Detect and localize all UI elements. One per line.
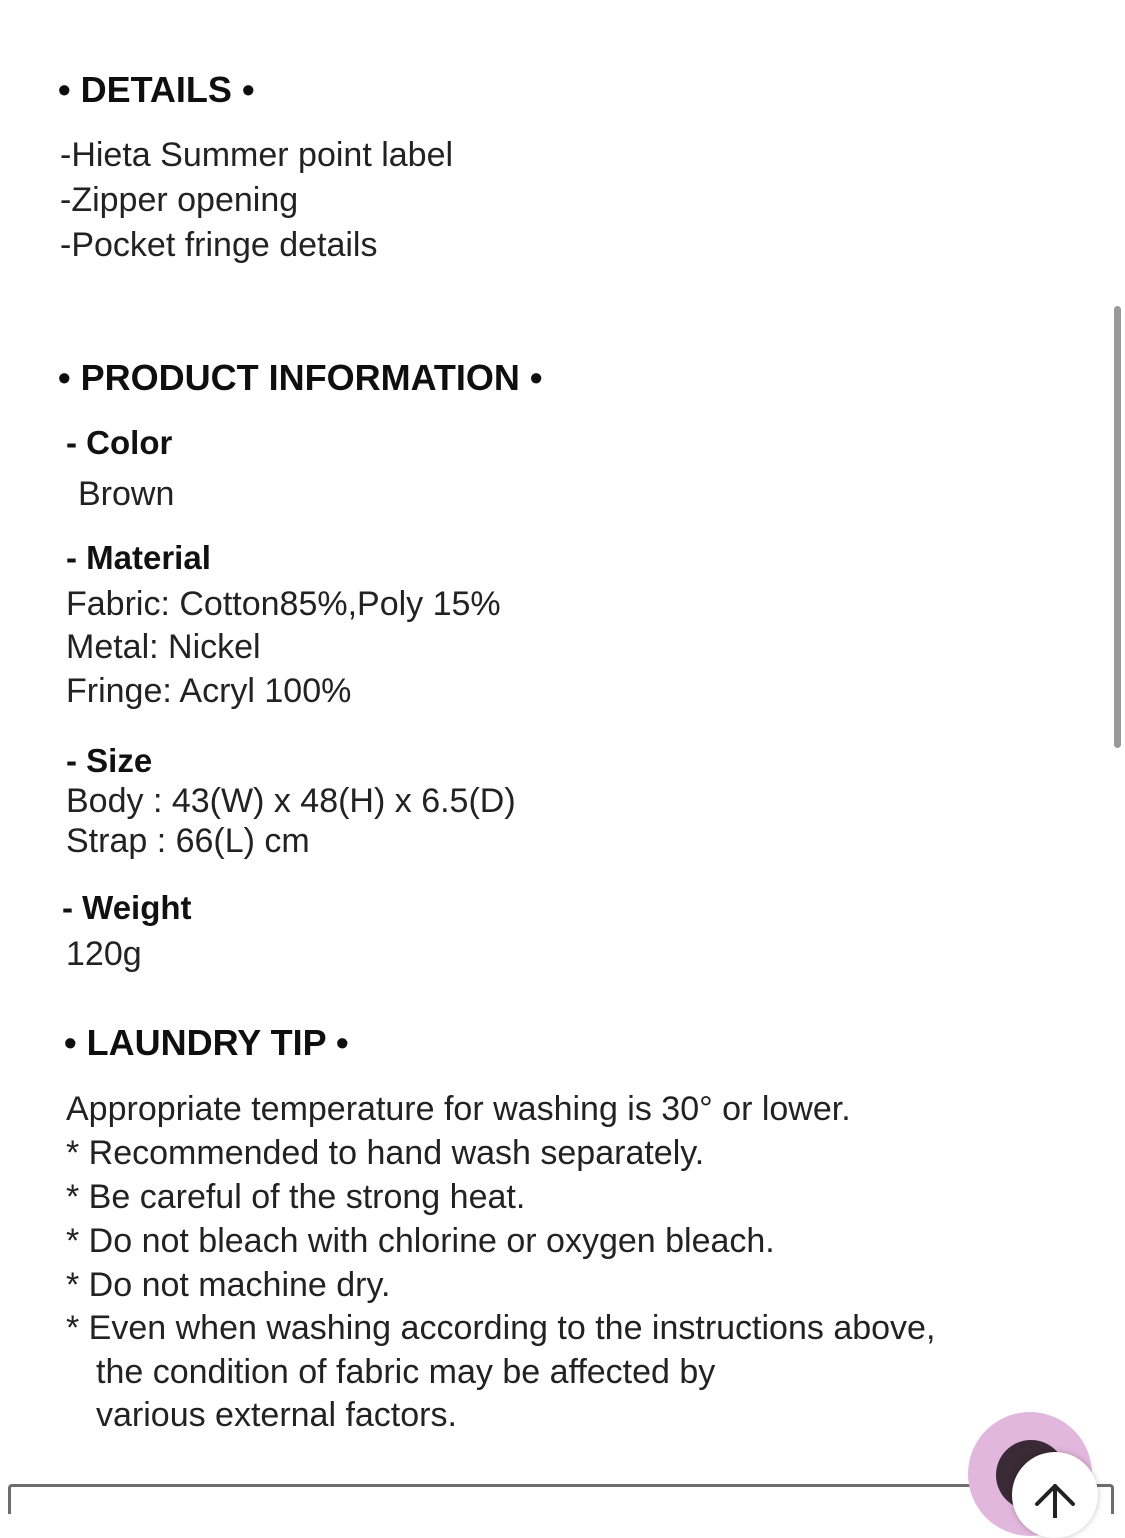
size-line: Body : 43(W) x 48(H) x 6.5(D) <box>66 782 516 820</box>
details-item: -Hieta Summer point label <box>60 136 454 174</box>
weight-label: - Weight <box>62 889 192 926</box>
material-line: Metal: Nickel <box>66 628 261 666</box>
details-item: -Zipper opening <box>60 181 299 219</box>
laundry-line: Appropriate temperature for washing is 30° or lower. <box>66 1090 851 1128</box>
size-label: - Size <box>66 742 153 779</box>
scrollbar-thumb[interactable] <box>1114 306 1121 748</box>
material-line: Fabric: Cotton85%,Poly 15% <box>66 585 501 623</box>
weight-value: 120g <box>66 935 142 973</box>
material-line: Fringe: Acryl 100% <box>66 672 352 710</box>
bottom-bar <box>8 1484 1114 1514</box>
laundry-tip-heading: • LAUNDRY TIP • <box>64 1022 349 1063</box>
color-value: Brown <box>78 475 175 513</box>
laundry-line: * Do not machine dry. <box>66 1266 391 1304</box>
laundry-line: the condition of fabric may be affected by <box>96 1353 716 1391</box>
size-line: Strap : 66(L) cm <box>66 822 310 860</box>
laundry-line: * Even when washing according to the instructions above, <box>66 1309 936 1347</box>
laundry-line: various external factors. <box>96 1396 457 1434</box>
color-label: - Color <box>66 424 173 461</box>
material-label: - Material <box>66 539 211 576</box>
laundry-line: * Recommended to hand wash separately. <box>66 1134 705 1172</box>
product-information-heading: • PRODUCT INFORMATION • <box>58 357 543 398</box>
laundry-line: * Do not bleach with chlorine or oxygen bleach. <box>66 1222 775 1260</box>
scroll-to-top-button[interactable] <box>1012 1452 1098 1538</box>
laundry-line: * Be careful of the strong heat. <box>66 1178 526 1216</box>
details-heading: • DETAILS • <box>58 69 255 110</box>
details-item: -Pocket fringe details <box>60 226 378 264</box>
arrow-up-icon <box>1033 1478 1077 1518</box>
